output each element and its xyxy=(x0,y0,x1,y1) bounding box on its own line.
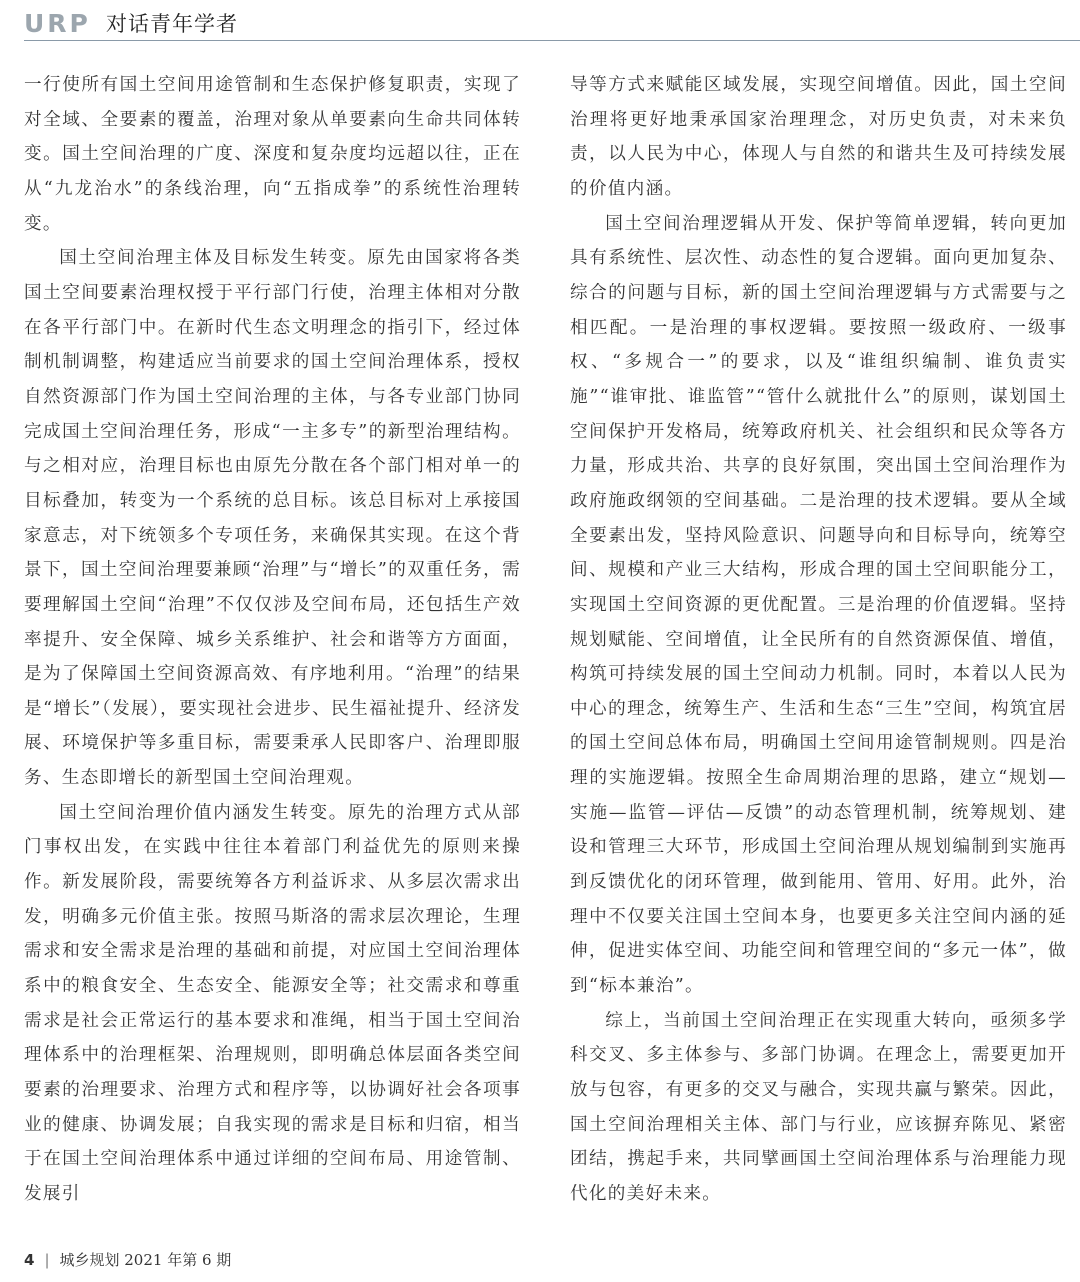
page-header xyxy=(24,10,1080,38)
header-divider xyxy=(24,40,1080,41)
paragraph-continued: 一行使所有国土空间用途管制和生态保护修复职责，实现了对全域、全要素的覆盖，治理对象从单要素向生命共同体转变。国土空间治理的广度、深度和复杂度均远超以往，正在从“九龙治水”的条线治理，向“五指成拳”的系统性治理转变。 xyxy=(24,75,521,234)
paragraph-value-connotation: 国土空间治理价值内涵发生转变。原先的治理方式从部门事权出发，在实践中往往本着部门利益优先的原则来操作。新发展阶段，需要统筹各方利益诉求、从多层次需求出发，明确多元价值主张。按照马斯洛的需求层次理论，生理需求和安全需求是治理的基础和前提，对应国土空间治理体系中的粮食安全、生态安全、能源安全等；社交需求和尊重需求是社会正常运行的基本要求和准绳，相当于国土空间治理体系中的治理框架、治理规则，即明确总体层面各类空间要素的治理要求、治理方式和程序等，以协调好社会各项事业的健康、协调发展；自我实现的需求是目标和归宿，相当于在国土空间治理体系中通过详细的空间布局、用途管制、发展引 xyxy=(24,802,521,1204)
section-title: 对话青年学者 xyxy=(106,12,238,36)
paragraph-governance-logic: 国土空间治理逻辑从开发、保护等简单逻辑，转向更加具有系统性、层次性、动态性的复合逻辑。面向更加复杂、综合的问题与目标，新的国土空间治理逻辑与方式需要与之相匹配。一是治理的事权逻辑。要按照一级政府、一级事权、“多规合一”的要求，以及“谁组织编制、谁负责实施”“谁审批、谁监管”“管什么就批什么”的原则，谋划国土空间保护开发格局，统筹政府机关、社会组织和民众等各方力量，形成共治、共享的良好氛围，突出国土空间治理作为政府施政纲领的空间基础。二是治理的技术逻辑。要从全域全要素出发，坚持风险意识、问题导向和目标导向，统筹空间、规模和产业三大结构，形成合理的国土空间职能分工，实现国土空间资源的更优配置。三是治理的价值逻辑。坚持规划赋能、空间增值，让全民所有的自然资源保值、增值，构筑可持续发展的国土空间动力机制。同时，本着以人民为中心的理念，统筹生产、生活和生态“三生”空间，构筑宜居的国土空间总体布局，明确国土空间用途管制规则。四是治理的实施逻辑。按照全生命周期治理的思路，建立“规划—实施—监管—评估—反馈”的动态管理机制，统筹规划、建设和管理三大环节，形成国土空间治理从规划编制到实施再到反馈优化的闭环管理，做到能用、管用、好用。此外，治理中不仅要关注国土空间本身，也要更多关注空间内涵的延伸，促进实体空间、功能空间和管理空间的“多元一体”，做到“标本兼治”。 xyxy=(570,213,1067,997)
page-number: 4 xyxy=(24,1251,35,1269)
footer-separator: | xyxy=(44,1251,50,1269)
paragraph-governance-subject: 国土空间治理主体及目标发生转变。原先由国家将各类国土空间要素治理权授于平行部门行使，治理主体相对分散在各平行部门中。在新时代生态文明理念的指引下，经过体制机制调整，构建适应当前要求的国土空间治理体系，授权自然资源部门作为国土空间治理的主体，与各专业部门协同完成国土空间治理任务，形成“一主多专”的新型治理结构。与之相对应，治理目标也由原先分散在各个部门相对单一的目标叠加，转变为一个系统的总目标。该总目标对上承接国家意志，对下统领多个专项任务，来确保其实现。在这个背景下，国土空间治理要兼顾“治理”与“增长”的双重任务，需要理解国土空间“治理”不仅仅涉及空间布局，还包括生产效率提升、安全保障、城乡关系维护、社会和谐等方方面面，是为了保障国土空间资源高效、有序地利用。“治理”的结果是“增长”（发展），要实现社会进步、民生福祉提升、经济发展、环境保护等多重目标，需要秉承人民即客户、治理即服务、生态即增长的新型国土空间治理观。 xyxy=(24,248,521,789)
paragraph-conclusion: 综上，当前国土空间治理正在实现重大转向，亟须多学科交叉、多主体参与、多部门协调。在理念上，需要更加开放与包容，有更多的交叉与融合，实现共赢与繁荣。因此，国土空间治理相关主体、部门与行业，应该摒弃陈见、紧密团结，携起手来，共同擘画国土空间治理体系与治理能力现代化的美好未来。 xyxy=(570,1010,1067,1204)
page-footer xyxy=(24,1249,231,1271)
right-column xyxy=(570,68,1067,1212)
left-column xyxy=(24,68,521,1212)
journal-logo: URP xyxy=(24,9,91,38)
journal-issue: 城乡规划 2021 年第 6 期 xyxy=(59,1251,232,1269)
paragraph-continued-right: 导等方式来赋能区域发展，实现空间增值。因此，国土空间治理将更好地秉承国家治理理念，对历史负责，对未来负责，以人民为中心，体现人与自然的和谐共生及可持续发展的价值内涵。 xyxy=(570,75,1067,199)
